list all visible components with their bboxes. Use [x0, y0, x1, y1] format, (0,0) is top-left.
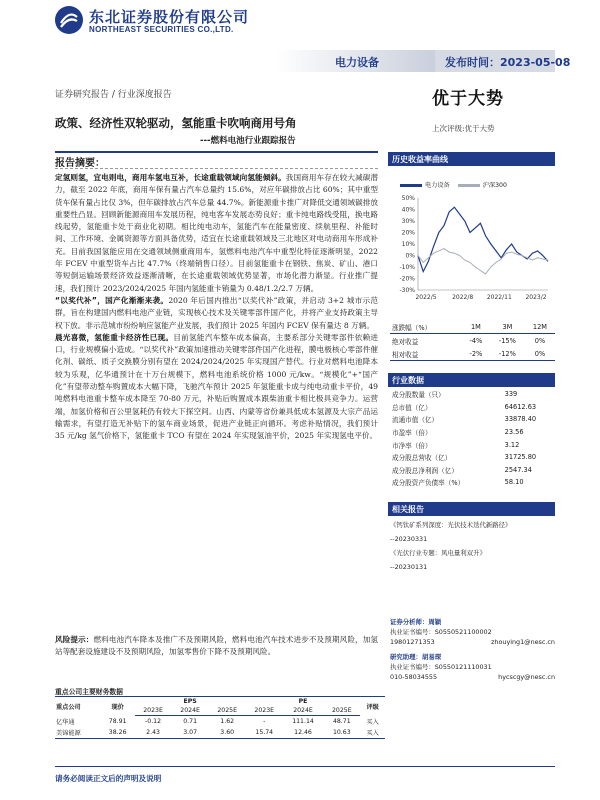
value-cell: 2547.34 [504, 465, 532, 474]
analyst-cert: 执业证书编号：S0550121110031 [390, 663, 492, 671]
header-cell: 3M [490, 320, 525, 334]
col-year: 2023E [246, 706, 283, 716]
analyst-role: 研究助理： [390, 653, 422, 661]
risk-warning [55, 634, 378, 659]
footer-divider [55, 766, 555, 767]
pe-cell: 48.71 [332, 717, 351, 725]
pe-cell: 10.63 [323, 727, 360, 739]
table-row [390, 451, 555, 464]
x-tick-label: 2023/2 [525, 294, 547, 301]
summary-heading: 报告摘要： [55, 158, 105, 169]
pe-cell: - [263, 717, 266, 725]
header-cell: 涨跌幅（%） [390, 320, 462, 334]
pe-cell: 111.14 [292, 717, 314, 725]
table-row [390, 464, 555, 477]
table-row [55, 727, 385, 739]
header-cell: 1M [462, 320, 490, 334]
summary-paragraph-2 [55, 295, 378, 332]
row-label: 成分股总净利润（亿） [392, 466, 458, 475]
analyst-role: 证券分析师： [390, 618, 429, 626]
rating-previous: 上次评级:优于大势 [432, 124, 495, 133]
analyst-name: 周颖 [428, 618, 442, 626]
analyst-block [390, 617, 555, 647]
paragraph-lead: “以奖代补”，国产化渐渐来袭。 [55, 295, 169, 305]
header-cell: 12M [525, 320, 555, 334]
x-tick-label: 2022/8 [452, 294, 474, 301]
value-cell: 339 [504, 390, 518, 399]
paragraph-lead: 定氢则氢，宜电则电，商用车氢电互补，长途重载领域向氢能倾斜。 [55, 173, 286, 182]
row-label: 绝对收益 [392, 337, 419, 346]
value-cell: 3.12 [504, 440, 520, 449]
breadcrumb: 证券研究报告 / 行业深度报告 [55, 90, 172, 100]
brand-name-en: NORTHEAST SECURITIES CO.,LTD. [89, 25, 234, 34]
legend-label: 沪深300 [482, 182, 507, 189]
y-tick-label: -30% [399, 287, 415, 294]
x-tick-label: 2022/5 [415, 294, 437, 301]
analyst-email[interactable]: zhouying1@nesc.cn [491, 638, 555, 646]
row-label: 成分股数量（只） [392, 391, 445, 400]
col-eps: EPS [135, 697, 246, 707]
value-cell: 23.56 [504, 428, 524, 437]
summary-body [55, 172, 378, 443]
summary-dash-divider [55, 168, 378, 169]
related-report-title[interactable]: 《光伏行业专题：风电量利双升》 [390, 549, 486, 557]
analyst-email[interactable]: hycscgy@nesc.cn [498, 673, 555, 681]
rating-current: 优于大势 [432, 89, 504, 109]
paragraph-body: 2020 年后国内推出“以奖代补”政策，并启动 3+2 城市示范群，旨在构建国内燃料电池产业链，实现核心技术及关键零部件国产化，并将产业支持政策主导权下放。非示范城市纷纷响应氢能产业发展，我们预计 2025 年国内 FCEV 保有量达 8 万辆。 [55, 295, 378, 330]
y-tick-label: 30% [401, 218, 415, 225]
col-year: 2025E [323, 706, 360, 716]
summary-paragraph-3 [55, 332, 378, 443]
rating-cell: 买入 [360, 727, 385, 739]
value-cell: 0% [525, 347, 555, 361]
page-title: 政策、经济性双轮驱动，氢能重卡吹响商用号角 [55, 116, 297, 130]
col-rating: 评级 [360, 697, 385, 716]
footer-disclaimer: 请务必阅读正文后的声明及说明 [55, 774, 162, 783]
table-header-row [390, 320, 555, 334]
price-cell: 38.26 [101, 727, 135, 739]
y-tick-label: 10% [401, 241, 415, 248]
perf-chart-heading: 历史收益率曲线 [388, 152, 555, 166]
company-name: 亿华通 [56, 718, 75, 726]
table-row [390, 347, 555, 361]
row-label: 相对收益 [390, 347, 462, 361]
col-price: 现价 [101, 697, 135, 716]
table-row [390, 413, 555, 426]
y-tick-label: 50% [401, 195, 415, 202]
legend-label: 电力设备 [425, 182, 450, 189]
related-reports-list [390, 520, 555, 576]
paragraph-body: 目前氢能汽车整车成本偏高，主要系部分关键零部件依赖进口，行业规模偏小造成。“以奖代补”政策加速推动关键零部件国产化进程，膜电极核心零部件催化剂、碳纸、质子交换膜分别有望在 2024/2024/2025 年实现国产替代。行业对燃料电池降本较为乐观，亿华通预计在十万台规模下，燃料电池系统价格 1000 元/kw。“规模化”+“国产化”有望带动整车购置成本大幅下降，飞驰汽车预计 2025 年氢能重卡成与纯电动重卡平价，49 吨燃料电池重卡整车成本降至 70-80 万元，补贴后购置成本跟柴油重卡相比极具竞争力。运营端，加氢价格和百公里氢耗仍有较大下探空间。山西、内蒙等省份兼具低成本氢源及大宗产品运输需求，有望打造无补贴下的氢车商业场景，促进产业链正向循环。考虑补贴情况，我们预计 35 元/kg 氢气价格下，氢能重卡 TCO 有望在 2024 年实现氢油平价，2025 年实现氢电平价。 [55, 332, 379, 441]
eps-cell: 1.62 [220, 717, 235, 725]
y-tick-label: 40% [401, 206, 415, 214]
x-tick-label: 2022/11 [486, 294, 512, 301]
col-year: 2025E [209, 706, 246, 716]
sector-label: 电力设备 [335, 56, 379, 69]
row-label: 成分股资产负债率（%） [392, 479, 465, 488]
financial-table [55, 696, 385, 739]
industry-data-heading: 行业数据 [388, 373, 555, 387]
eps-cell: -0.12 [145, 717, 162, 725]
row-label: 成分股总营收（亿） [392, 454, 452, 463]
table-row [55, 716, 385, 727]
related-report-date: --20230131 [390, 563, 428, 571]
value-cell: -2% [462, 347, 490, 361]
analyst-name: 胡易琛 [421, 653, 442, 661]
performance-chart [388, 168, 555, 308]
row-label: 总市值（亿） [392, 403, 432, 412]
table-row [390, 334, 555, 348]
summary-divider [55, 151, 378, 153]
col-company: 重点公司 [55, 697, 101, 716]
row-label: 市盈率（倍） [392, 429, 432, 438]
related-report-title[interactable]: 《钙钛矿系列深度：光伏技术迭代新路径》 [390, 521, 512, 529]
series-line [418, 207, 548, 271]
table-row [390, 476, 555, 489]
related-reports-heading: 相关报告 [388, 502, 555, 516]
eps-cell: 2.43 [135, 727, 172, 739]
fin-table-caption: 重点公司主要财务数据 [55, 688, 123, 696]
analyst-info [390, 617, 555, 682]
risk-lead: 风险提示： [55, 635, 94, 644]
eps-cell: 0.71 [183, 717, 198, 725]
row-label: 流通市值（亿） [392, 416, 439, 425]
brand-logo [55, 6, 285, 36]
col-year: 2024E [172, 706, 209, 716]
logo-emblem-icon [55, 6, 83, 34]
analyst-block [390, 652, 555, 682]
value-cell: -15% [498, 336, 516, 345]
paragraph-body: 我国商用车存在较大减碳潜力，截至 2022 年底，商用车保有量占汽车总量约 15.6%，对应年碳排放占比 60%；其中重型货车保有量占比仅 3%，但年碳排放占汽车总量 44.7%。新能源重卡推广对降低交通领域碳排放重要性凸显。回顾新能源商用车发展历程，纯电客车发展态势良好；重卡纯电路线受阻，换电路线起势，氢能重卡处于商业化初期。相比纯电动车，氢能汽车在能量密度、续航里程、补能时间、工作环境、金属资源等方面具备优势，适宜在长途重载领域及三北地区对电动商用车形成补充。目前我国氢能应用在交通领域侧重商用车，氢燃料电池汽车中重型化特征逐渐明显，2022 年 FCEV 中重型货车占比 47.7%（终端销售口径）。目前氢能重卡在钢铁、焦炭、矿山、港口等短倒运输场景经济效益逐渐清晰，在长途重载领域优势显著，市场化潜力渐显。行业推广提速，我们预计 2023/2024/2025 年国内氢能重卡销量为 0.48/1.2/2.7 万辆。 [55, 173, 378, 293]
col-pe: PE [246, 697, 361, 707]
value-cell: 33878.40 [504, 415, 537, 424]
y-tick-label: 0% [405, 252, 415, 260]
value-cell: 0% [534, 336, 546, 345]
header-banner [55, 50, 571, 72]
eps-cell: 3.60 [209, 727, 246, 739]
summary-paragraph-1 [55, 172, 378, 295]
perf-table [390, 320, 555, 361]
pe-cell: 15.74 [246, 727, 283, 739]
analyst-phone: 010-58034555 [390, 673, 438, 681]
value-cell: 58.10 [504, 478, 524, 487]
col-year: 2024E [283, 706, 323, 716]
brand-name-cn: 东北证券股份有限公司 [89, 8, 250, 26]
eps-cell: 3.07 [172, 727, 209, 739]
value-cell: 64612.63 [504, 402, 537, 411]
industry-data-table [390, 388, 555, 489]
risk-body: 燃料电池汽车降本及推广不及预期风险，燃料电池汽车技术进步不及预期风险，加氢站等配套设施建设不及预期风险，加氢零售价下降不及预期风险。 [55, 635, 379, 657]
table-row [390, 438, 555, 451]
value-cell: -12% [490, 347, 525, 361]
analyst-cert: 执业证书编号：S0550521100002 [390, 628, 492, 636]
rating-cell: 买入 [366, 718, 379, 726]
series-line [418, 249, 548, 274]
value-cell: -4% [469, 336, 483, 345]
table-row [390, 426, 555, 439]
table-row [390, 401, 555, 414]
publish-date: 发布时间：2023-05-08 [445, 56, 571, 69]
pe-cell: 12.46 [283, 727, 323, 739]
table-row [390, 388, 555, 401]
y-tick-label: -10% [399, 264, 415, 271]
related-report-date: --20230331 [390, 535, 428, 543]
analyst-phone: 19801271353 [390, 638, 435, 646]
paragraph-lead: 晨光喜微，氢能重卡经济性已现。 [55, 332, 174, 342]
row-label: 市净率（倍） [392, 441, 432, 450]
company-name: 美锦能源 [55, 727, 101, 739]
page-subtitle: ---燃料电池行业跟踪报告 [200, 136, 296, 146]
y-tick-label: -20% [399, 275, 415, 283]
price-cell: 78.91 [108, 717, 127, 725]
y-tick-label: 20% [401, 229, 415, 237]
col-year: 2023E [135, 706, 172, 716]
value-cell: 31725.80 [504, 453, 537, 462]
